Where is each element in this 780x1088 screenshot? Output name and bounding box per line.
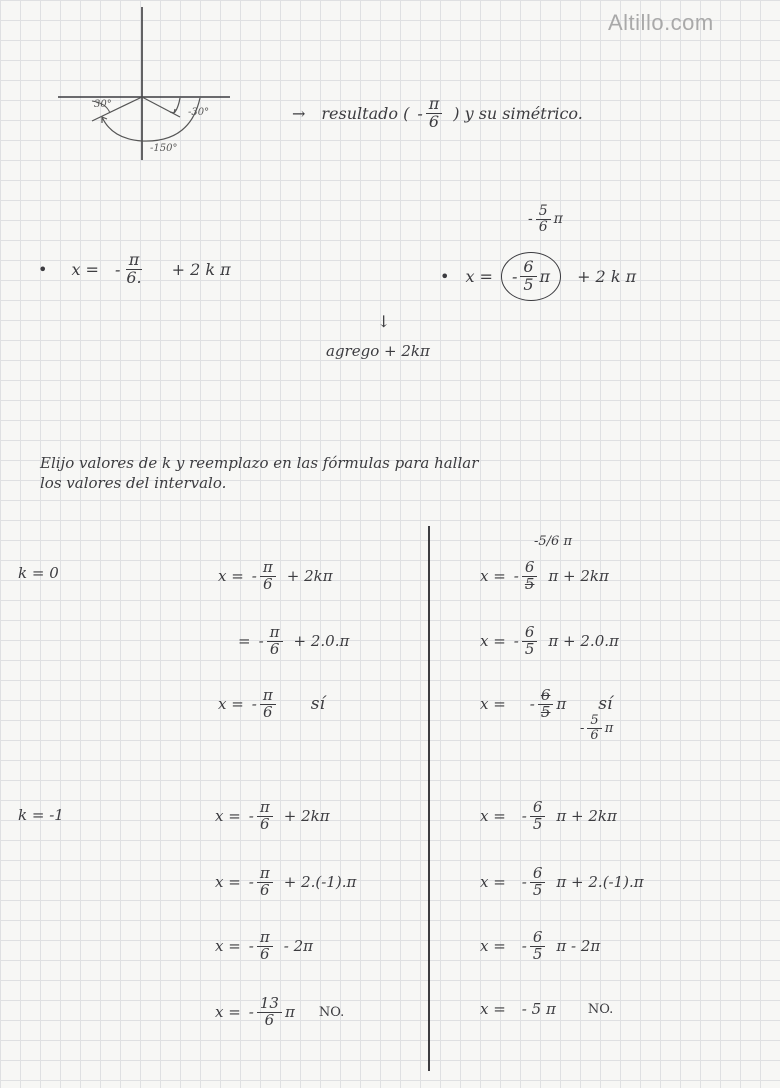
km1-right-line-3: x = - $\frac{6}{5}$ π - 2π	[480, 928, 601, 963]
k0-right-line-2: x = - $\frac{6}{5}$ π + 2.0.π	[480, 623, 619, 658]
km1-right-line-2: x = - $\frac{6}{5}$ π + 2.(-1).π	[480, 864, 644, 899]
formula-left-rest: + 2 k π	[171, 259, 231, 279]
formula-right-lhs: x =	[465, 266, 493, 286]
circle-correction-note: - $\frac{5}{6}$ π	[528, 203, 563, 235]
km1-right-line-1: x = - $\frac{6}{5}$ π + 2kπ	[480, 798, 617, 833]
formula-left-fraction: $\frac{\pi}{6.}$	[126, 250, 142, 287]
km1-right-line-4: x = - 5 π NO.	[480, 1000, 614, 1018]
angle-diagram	[50, 5, 240, 165]
formula-right-rest: + 2 k π	[577, 266, 637, 286]
label-30: 30°	[94, 99, 112, 110]
km1-left-line-1: x = - $\frac{\pi}{6}$ + 2kπ	[215, 798, 330, 833]
km1-left-no-tag: NO.	[318, 1004, 345, 1020]
k0-left-si-tag: sí	[310, 694, 325, 715]
bullet-icon: •	[440, 266, 450, 286]
formula-left-sign: -	[114, 259, 121, 279]
arc-minus150	[102, 98, 200, 141]
intro-text-after: ) y su simétrico.	[453, 103, 583, 123]
intro-fraction: $\frac{\pi}{6}$	[426, 96, 443, 131]
formula-right	[440, 252, 636, 301]
column-divider	[428, 526, 430, 1071]
km1-left-line-2: x = - $\frac{\pi}{6}$ + 2.(-1).π	[215, 864, 357, 899]
intro-text-before: resultado (	[321, 103, 410, 123]
k0-right-si-tag: sí	[598, 694, 613, 715]
instruction-line-1: Elijo valores de k y reemplazo en las fórmulas para hallar	[40, 454, 479, 472]
k0-left-line-1: x = - $\frac{\pi}{6}$ + 2kπ	[218, 558, 333, 593]
k0-label: k = 0	[18, 564, 59, 582]
k0-right-correction-top: -5/6 π	[534, 534, 572, 549]
label-minus150: -150°	[150, 143, 178, 154]
k0-left-line-3: x = - $\frac{\pi}{6}$ sí	[218, 686, 325, 721]
agrego-note: agrego + 2kπ	[326, 342, 430, 360]
formula-left	[38, 252, 231, 287]
k0-right-line-1: x = - $\frac{6}{5}$ π + 2kπ	[480, 558, 609, 593]
km1-left-line-3: x = - $\frac{\pi}{6}$ - 2π	[215, 928, 313, 963]
km1-left-line-4: x = - $\frac{13}{6}$ π NO.	[215, 994, 345, 1029]
k0-right-line-3: x = - $\frac{6}{5}$ π sí	[480, 686, 613, 721]
instruction-line-2: los valores del intervalo.	[40, 474, 227, 492]
arrow-right-icon: →	[292, 103, 306, 123]
km1-label: k = -1	[18, 806, 64, 824]
instruction-text	[40, 454, 764, 492]
label-minus30: -30°	[188, 107, 210, 118]
bullet-icon: •	[38, 259, 48, 279]
ray-30	[142, 97, 180, 117]
km1-right-no-tag: NO.	[587, 1001, 614, 1017]
formula-left-lhs: x =	[71, 259, 99, 279]
intro-sentence	[292, 96, 583, 131]
watermark-logo: Altillo.com	[608, 10, 714, 35]
circled-term: - $\frac{6}{5}$ π	[501, 252, 561, 301]
intro-minus: -	[417, 103, 423, 123]
k0-right-correction-bottom: - $\frac{5}{6}$ π	[580, 713, 614, 743]
k0-left-line-2: = - $\frac{\pi}{6}$ + 2.0.π	[238, 623, 350, 658]
arrow-down-icon: ↓	[377, 312, 391, 331]
